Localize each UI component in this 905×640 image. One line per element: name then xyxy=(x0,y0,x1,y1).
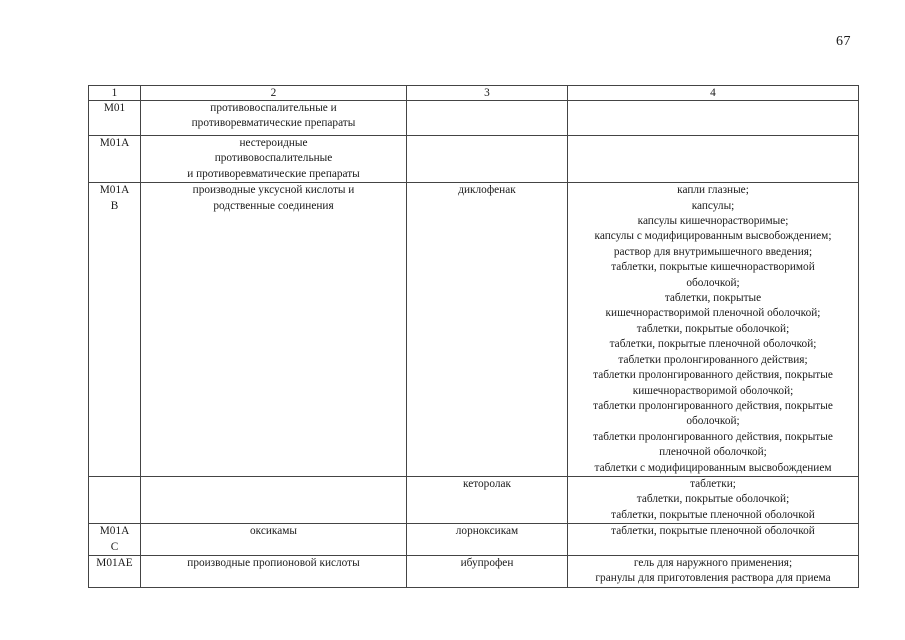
dosage-forms-cell xyxy=(568,136,859,183)
dosage-forms-cell xyxy=(568,524,859,556)
group-name-line: противовоспалительные и xyxy=(210,102,337,114)
drug-name-cell xyxy=(407,136,568,183)
dosage-form: гель для наружного применения; xyxy=(633,556,793,569)
table-row xyxy=(89,183,859,477)
dosage-form: оболочкой; xyxy=(686,276,740,289)
drug-name: кеторолак xyxy=(463,477,511,490)
group-name-line: производные пропионовой кислоты xyxy=(187,556,360,569)
dosage-form: таблетки, покрытые пленочной оболочкой xyxy=(611,508,815,521)
atc-code: M01A xyxy=(99,137,130,149)
drug-name-cell xyxy=(407,183,568,477)
atc-code-cell xyxy=(89,136,141,183)
atc-code: M01 xyxy=(103,102,126,114)
group-name-cell xyxy=(141,476,407,523)
group-name-line: производные уксусной кислоты и xyxy=(192,184,355,197)
dosage-form: капли глазные; xyxy=(677,184,749,197)
atc-code-cell xyxy=(89,524,141,556)
dosage-form: пленочной оболочкой; xyxy=(659,446,767,459)
atc-code: B xyxy=(110,199,119,212)
group-name-line: родственные соединения xyxy=(213,199,334,212)
dosage-form: таблетки, покрытые оболочкой; xyxy=(636,322,790,335)
dosage-form: оболочкой; xyxy=(686,415,740,428)
page-number: 67 xyxy=(836,34,851,49)
dosage-form: таблетки, покрытые кишечнорастворимой xyxy=(611,261,815,274)
dosage-form: раствор для внутримышечного введения; xyxy=(613,245,813,258)
atc-code: M01A xyxy=(99,525,130,538)
drug-name: ибупрофен xyxy=(460,556,514,569)
dosage-form: таблетки, покрытые пленочной оболочкой; xyxy=(609,338,817,351)
dosage-form: капсулы с модифицированным высвобождением; xyxy=(594,230,832,243)
dosage-form: таблетки пролонгированного действия; xyxy=(618,353,808,366)
group-name-line: противовоспалительные xyxy=(214,152,333,165)
atc-code-cell xyxy=(89,476,141,523)
atc-code-cell xyxy=(89,555,141,587)
group-name-line: и противоревматические препараты xyxy=(187,167,360,180)
drug-name-cell xyxy=(407,101,568,136)
table-row xyxy=(89,476,859,523)
dosage-forms-cell xyxy=(568,183,859,477)
atc-code-cell xyxy=(89,101,141,136)
table-header-row xyxy=(89,86,859,101)
column-number-1: 1 xyxy=(89,86,141,101)
dosage-form: таблетки пролонгированного действия, покрытые xyxy=(593,369,833,382)
drug-table xyxy=(88,85,859,588)
column-number-4: 4 xyxy=(568,86,859,101)
group-name-line: оксикамы xyxy=(250,525,297,538)
dosage-forms-cell xyxy=(568,476,859,523)
table-row xyxy=(89,555,859,587)
atc-code: M01A xyxy=(99,184,130,197)
column-number-2: 2 xyxy=(141,86,407,101)
dosage-forms-cell xyxy=(568,555,859,587)
group-name-cell xyxy=(141,183,407,477)
column-number-3: 3 xyxy=(407,86,568,101)
dosage-form: гранулы для приготовления раствора для приема xyxy=(595,572,831,585)
group-name-cell xyxy=(141,555,407,587)
dosage-form: таблетки, покрытые оболочкой; xyxy=(636,493,790,506)
dosage-form: таблетки пролонгированного действия, покрытые xyxy=(593,430,833,443)
table-row xyxy=(89,524,859,556)
dosage-form: капсулы кишечнорастворимые; xyxy=(637,215,789,228)
dosage-form: таблетки пролонгированного действия, покрытые xyxy=(593,399,833,412)
dosage-form: таблетки, покрытые xyxy=(664,292,762,305)
dosage-form: капсулы; xyxy=(691,199,735,212)
atc-code-cell xyxy=(89,183,141,477)
dosage-form: таблетки с модифицированным высвобождением xyxy=(594,461,832,474)
dosage-form: кишечнорастворимой оболочкой; xyxy=(632,384,794,397)
dosage-form: таблетки, покрытые пленочной оболочкой xyxy=(611,525,815,538)
table-row xyxy=(89,136,859,183)
atc-code: M01AE xyxy=(96,556,133,569)
drug-name-cell xyxy=(407,476,568,523)
dosage-form: таблетки; xyxy=(690,477,736,490)
group-name-line: противоревматические препараты xyxy=(191,117,356,130)
group-name-cell xyxy=(141,524,407,556)
drug-name-cell xyxy=(407,524,568,556)
drug-name: диклофенак xyxy=(458,184,516,197)
drug-name-cell xyxy=(407,555,568,587)
atc-code: C xyxy=(110,540,119,553)
group-name-line: нестероидные xyxy=(239,137,308,149)
group-name-cell xyxy=(141,101,407,136)
table-row xyxy=(89,101,859,136)
group-name-cell xyxy=(141,136,407,183)
drug-name: лорноксикам xyxy=(455,525,519,538)
dosage-form: кишечнорастворимой пленочной оболочкой; xyxy=(605,307,821,320)
dosage-forms-cell xyxy=(568,101,859,136)
